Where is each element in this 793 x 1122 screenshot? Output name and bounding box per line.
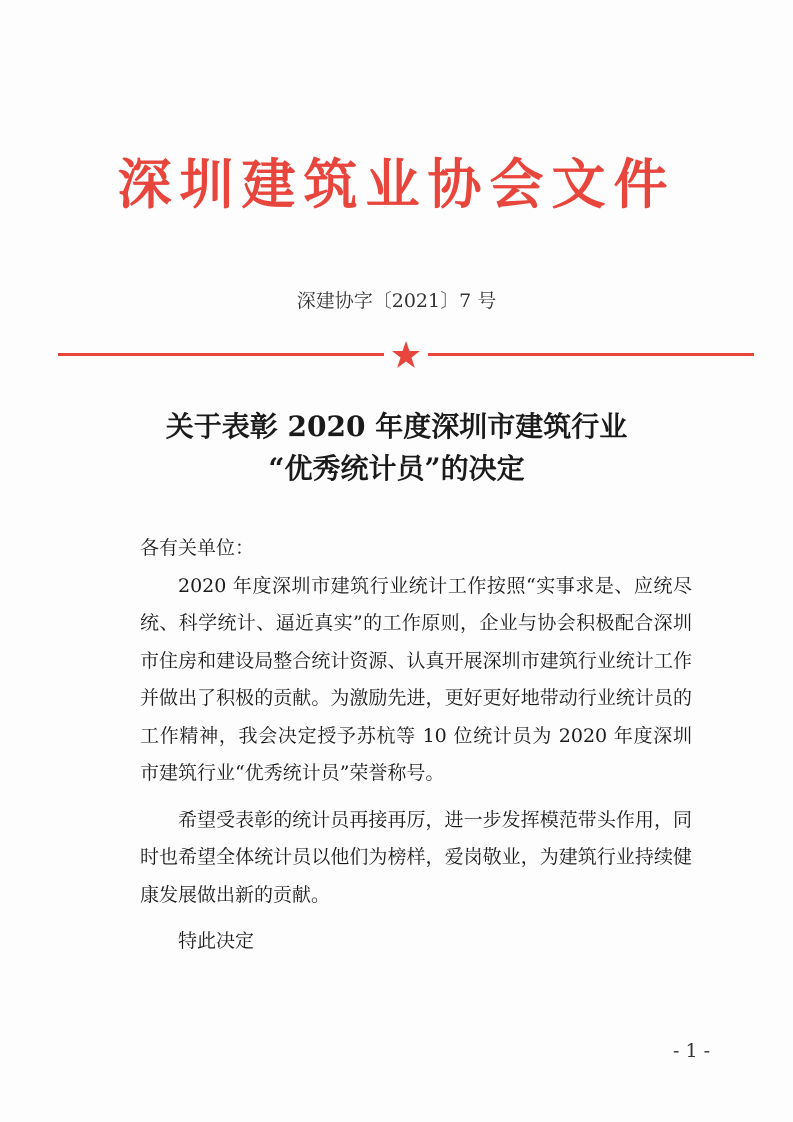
divider-line-left <box>58 353 384 356</box>
document-title-line-2: “优秀统计员”的决定 <box>268 452 525 485</box>
body-paragraph-2: 希望受表彰的统计员再接再厉，进一步发挥模范带头作用，同时也希望全体统计员以他们为榜样，爱岗敬业，为建筑行业持续健康发展做出新的贡献。 <box>140 808 692 906</box>
divider-line-right <box>428 353 754 356</box>
page-number: - 1 - <box>672 1040 710 1062</box>
document-title-line-1: 关于表彰 2020 年度深圳市建筑行业 <box>165 410 628 443</box>
header-divider <box>58 340 754 370</box>
star-icon <box>391 340 421 370</box>
issuer-header-title: 深圳建筑业协会文件 <box>117 153 676 216</box>
body-paragraph-1: 2020 年度深圳市建筑行业统计工作按照“实事求是、应统尽统、科学统计、逼近真实”的工作原则，企业与协会积极配合深圳市住房和建设局整合统计资源、认真开展深圳市建筑行业统计工作并做出了积极的贡献。为激励先进，更好更好地带动行业统计员的工作精神，我会决定授予苏杭等 10 位统计员为 2020 年度深圳市建筑行业“优秀统计员”荣誉称号。 <box>140 574 692 784</box>
document-body <box>140 530 692 970</box>
document-number: 深建协字〔2021〕7 号 <box>296 290 497 312</box>
document-title <box>0 406 793 490</box>
salutation: 各有关单位： <box>140 537 255 559</box>
closing-line: 特此决定 <box>178 930 255 952</box>
